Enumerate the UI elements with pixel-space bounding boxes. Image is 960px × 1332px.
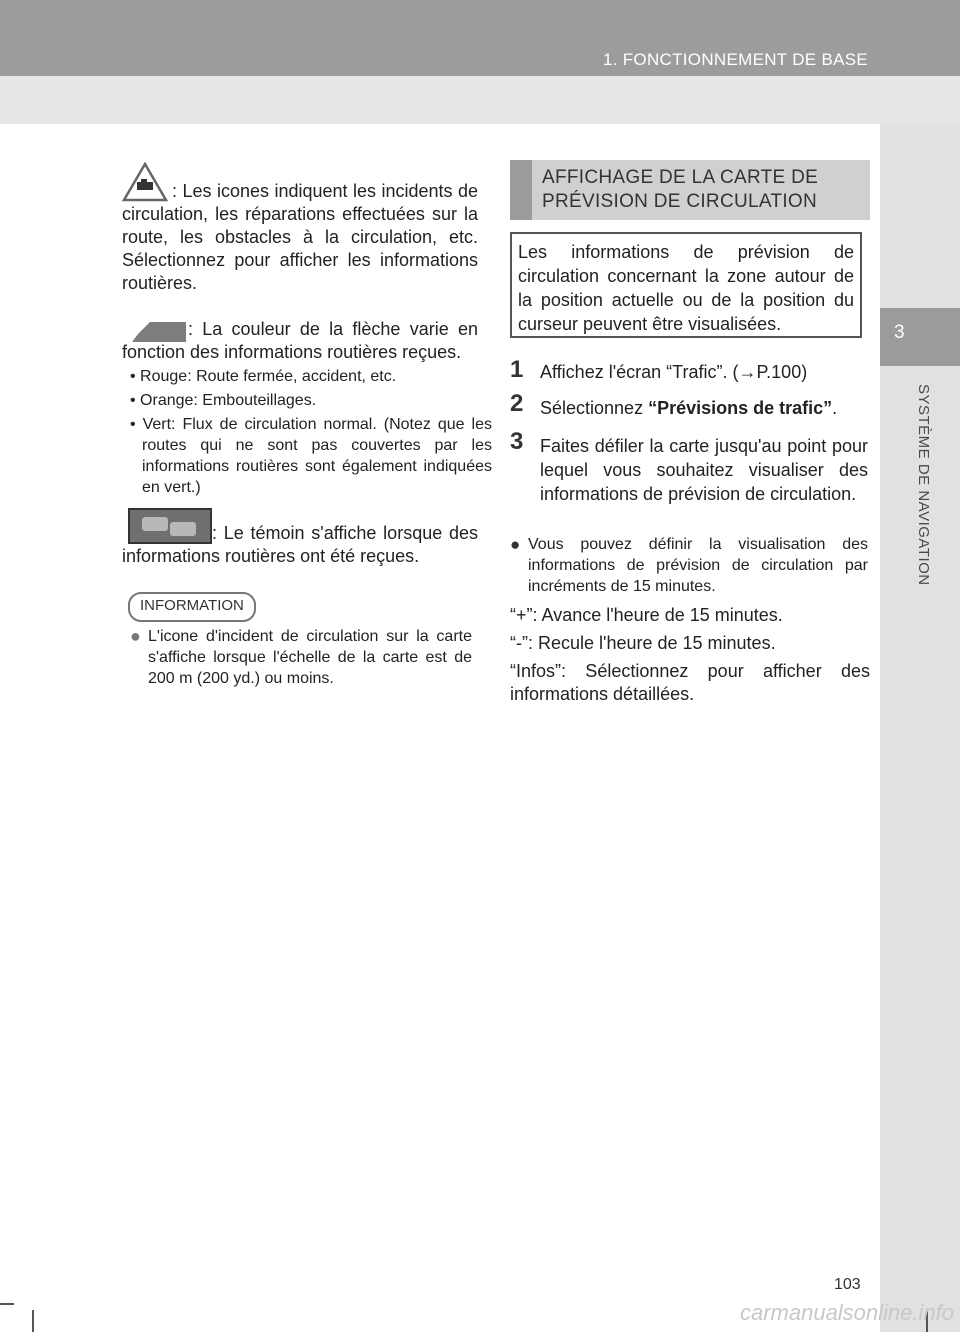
step-1-number: 1 [510,356,524,383]
traffic-info-indicator-icon [128,508,212,544]
bullet-orange: • Orange: Embouteillages. [130,392,317,409]
bullet-orange-text: Orange: Embouteillages. [140,392,317,409]
bullet-red: • Rouge: Route fermée, accident, etc. [130,368,397,385]
step-3-text: Faites défiler la carte jusqu'au point pour lequel vous souhaitez visualiser des informations de prévision de circulation. [540,436,868,504]
def-plus [510,604,870,627]
watermark: carmanualsonline.info [739,1300,954,1325]
paragraph-indicator [122,522,478,568]
section-title: AFFICHAGE DE LA CARTE DE PRÉVISION DE CIRCULATION [542,167,819,212]
header-band [0,76,960,124]
information-text: L'icone d'incident de circulation sur la carte s'affiche lorsque l'échelle de la carte est de 200 m (200 yd.) ou moins. [148,628,472,687]
paragraph-arrow-color [122,318,478,364]
page-number: 103 [834,1276,861,1293]
sidebar [880,124,960,1332]
bullet-green-text: Vert: Flux de circulation normal. (Notez que les routes qui ne sont pas couvertes par les informations routières sont également indiquées en vert.) [142,416,492,496]
def-plus-text: : Avance l'heure de 15 minutes. [532,605,783,625]
def-plus-key: “+” [510,605,533,625]
intro-box: Les informations de prévision de circulation concernant la zone autour de la position actuelle ou de la position du curseur peuvent être visualisées. [510,232,862,338]
def-minus-text: : Recule l'heure de 15 minutes. [527,633,776,653]
incident-icons-text: : Les icones indiquent les incidents de circulation, les réparations effectuées sur la route, les obstacles à la circulation, etc. Sélectionnez pour afficher les informations routières. [122,181,478,293]
paragraph-incident-icons [122,180,478,295]
chapter-title: 1. FONCTIONNEMENT DE BASE [602,50,868,69]
section-header-bar [510,160,532,220]
step-3-number: 3 [510,428,524,455]
note-bullet-icon: ● [510,535,521,554]
step-1-text: Affichez l'écran “Trafic”. (→P.100) [540,362,808,382]
arrow-color-text: : La couleur de la flèche varie en fonction des informations routières reçues. [122,319,478,362]
traffic-arrow-icon [128,314,186,344]
step-2-bold: “Prévisions de trafic” [648,398,833,418]
step-2-prefix: Sélectionnez [540,398,649,418]
chapter-tab [880,308,960,366]
chapter-number: 3 [894,322,905,343]
step-2-number: 2 [510,390,524,417]
indicator-text: : Le témoin s'affiche lorsque des informations routières ont été reçues. [122,523,478,566]
crop-mark [32,1310,34,1332]
bullet-dot-icon: ● [130,626,141,646]
def-minus-key: “-” [510,633,528,653]
def-infos-key: “Infos” [510,661,562,681]
note-block [510,534,868,597]
traffic-incident-icon [122,162,168,202]
bullet-green: • Vert: Flux de circulation normal. (Notez que les routes qui ne sont pas couvertes par les informations routières sont également indiquées en vert.) [130,416,492,496]
note-text: Vous pouvez définir la visualisation des informations de prévision de circulation par incréments de 15 minutes. [528,536,868,595]
def-infos-text: : Sélectionnez pour afficher des informations détaillées. [510,661,870,704]
information-text-block [130,626,472,689]
information-label: INFORMATION [128,592,256,622]
step-2-suffix: . [832,398,838,418]
sidebar-label: SYSTÈME DE NAVIGATION [915,384,932,586]
def-infos [510,660,870,706]
section-header [510,160,870,220]
bullet-red-text: Rouge: Route fermée, accident, etc. [140,368,397,385]
step-2-text [540,396,870,420]
crop-mark [0,1303,14,1305]
def-minus [510,632,870,655]
